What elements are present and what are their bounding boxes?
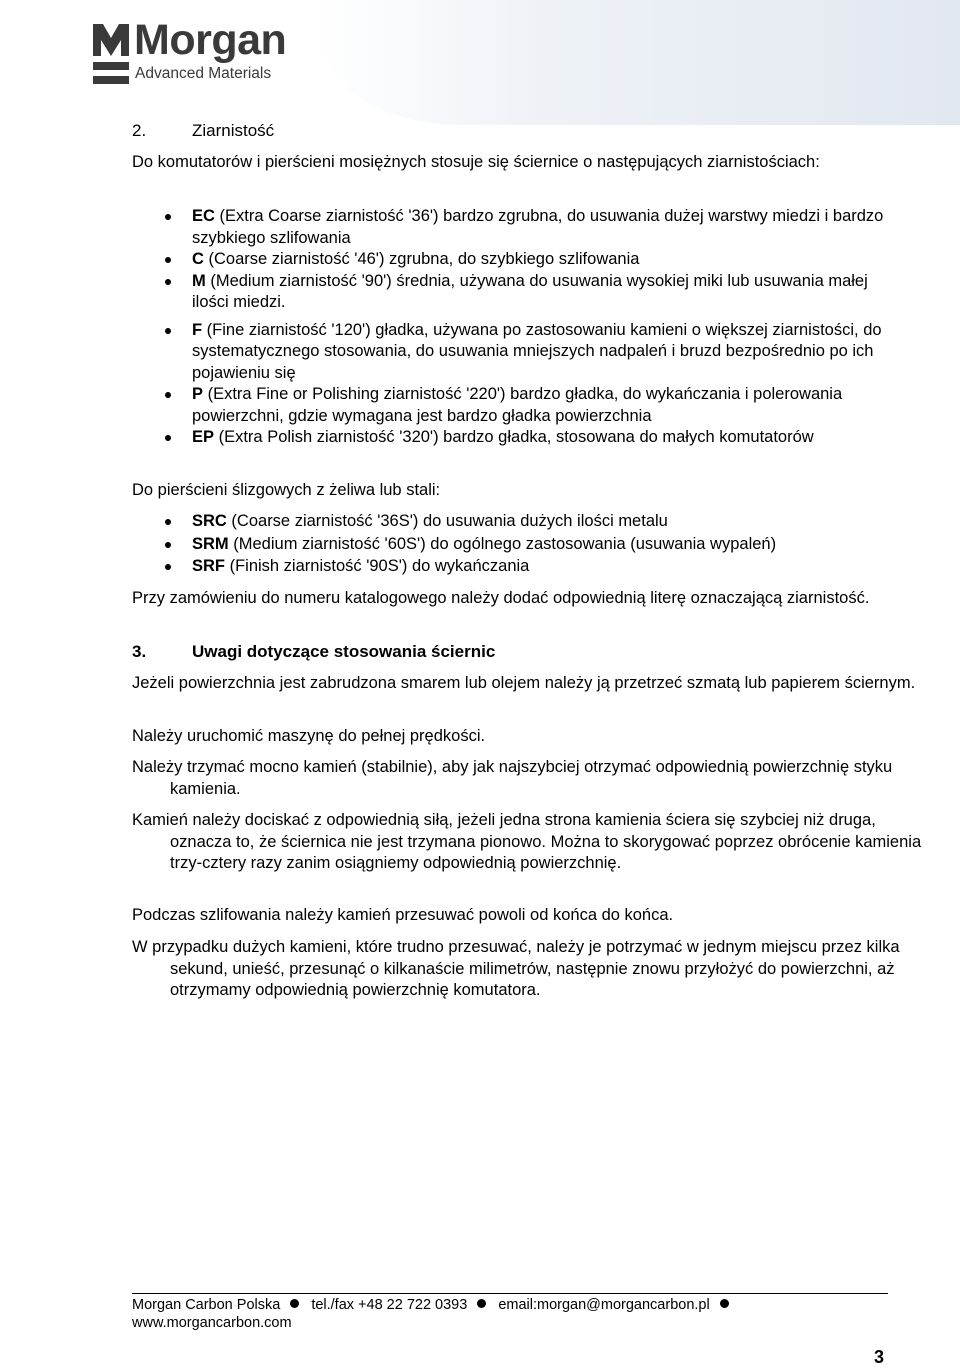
list-item: M (Medium ziarnistość '90') średnia, używana do usuwania wysokiej miki lub usuwania małej ilości miedzi. xyxy=(132,271,892,314)
order-note: Przy zamówieniu do numeru katalogowego należy dodać odpowiednią literę oznaczającą ziarnistość. xyxy=(132,589,870,607)
logo-wordmark: Morgan xyxy=(134,16,287,64)
list-item: SRF (Finish ziarnistość '90S') do wykańczania xyxy=(132,556,892,578)
list-item: C (Coarse ziarnistość '46') zgrubna, do szybkiego szlifowania xyxy=(132,249,892,271)
slip-ring-grit-list xyxy=(132,511,892,578)
list-item: SRM (Medium ziarnistość '60S') do ogólnego zastosowania (usuwania wypaleń) xyxy=(132,534,892,556)
footer-contact-line xyxy=(132,1296,741,1314)
footer-phone: tel./fax +48 22 722 0393 xyxy=(311,1297,468,1313)
section-3-heading xyxy=(132,641,892,663)
bullet-icon xyxy=(165,435,171,441)
bullet-icon xyxy=(165,257,171,263)
section-number: 2. xyxy=(132,121,147,140)
bullet-icon xyxy=(165,392,171,398)
commutator-grit-list xyxy=(132,206,892,449)
list-item: P (Extra Fine or Polishing ziarnistość '220') bardzo gładka, do wykańczania i polerowania powierzchni, gdzie wymagana jest bardzo gładka powierzchnia xyxy=(132,384,892,427)
bullet-icon xyxy=(165,328,171,334)
paragraph: W przypadku dużych kamieni, które trudno przesuwać, należy je potrzymać w jednym miejscu przez kilka sekund, unieść, przesunąć o kilkanaście milimetrów, następnie znowu przyłożyć do powierzchni, aż otrzymamy odpowiednią powierzchnię komutatora. xyxy=(132,938,900,999)
footer-email[interactable]: email:morgan@morgancarbon.pl xyxy=(498,1297,710,1313)
separator-dot-icon xyxy=(290,1299,299,1308)
header-background-shade xyxy=(320,0,960,125)
paragraph: Podczas szlifowania należy kamień przesuwać powoli od końca do końca. xyxy=(132,906,674,924)
bullet-icon xyxy=(165,542,171,548)
section-title: Ziarnistość xyxy=(192,121,275,140)
separator-dot-icon xyxy=(477,1299,486,1308)
paragraph: Kamień należy dociskać z odpowiednią siłą, jeżeli jedna strona kamienia ściera się szybciej niż druga, oznacza to, że ściernica nie jest trzymana pionowo. Można to skorygować poprzez obrócenie kamienia trzy-cztery razy zanim osiągniemy odpowiednią powierzchnię. xyxy=(132,811,922,872)
bullet-icon xyxy=(165,214,171,220)
list-item: SRC (Coarse ziarnistość '36S') do usuwania dużych ilości metalu xyxy=(132,511,892,533)
bullet-icon xyxy=(165,564,171,570)
list-item: F (Fine ziarnistość '120') gładka, używana po zastosowaniu kamieni o większej ziarnistości, do systematycznego stosowania, do usuwania mniejszych nadpaleń i bruzd bezpośrednio po ich pojawieniu się xyxy=(132,320,892,385)
company-logo xyxy=(90,16,330,94)
footer-website[interactable]: www.morgancarbon.com xyxy=(132,1315,292,1331)
paragraph: Jeżeli powierzchnia jest zabrudzona smarem lub olejem należy ją przetrzeć szmatą lub papierem ściernym. xyxy=(132,674,916,692)
section-2-intro: Do komutatorów i pierścieni mosiężnych stosuje się ściernice o następujących ziarnistościach: xyxy=(132,153,820,171)
footer-divider xyxy=(132,1293,888,1294)
slip-rings-intro: Do pierścieni ślizgowych z żeliwa lub stali: xyxy=(132,481,441,499)
list-item: EC (Extra Coarse ziarnistość '36') bardzo zgrubna, do usuwania dużej warstwy miedzi i bardzo szybkiego szlifowania xyxy=(132,206,892,249)
footer xyxy=(132,1296,741,1332)
section-number: 3. xyxy=(132,642,147,661)
section-2-heading xyxy=(132,120,892,142)
logo-tagline: Advanced Materials xyxy=(135,65,272,82)
bullet-icon xyxy=(165,279,171,285)
footer-company: Morgan Carbon Polska xyxy=(132,1297,281,1313)
morgan-logo-mark-icon xyxy=(90,22,132,92)
bullet-icon xyxy=(165,519,171,525)
section-title: Uwagi dotyczące stosowania ściernic xyxy=(192,642,496,661)
page-number: 3 xyxy=(874,1347,885,1367)
separator-dot-icon xyxy=(720,1299,729,1308)
list-item: EP (Extra Polish ziarnistość '320') bardzo gładka, stosowana do małych komutatorów xyxy=(132,427,892,449)
paragraph: Należy uruchomić maszynę do pełnej prędkości. xyxy=(132,727,486,745)
paragraph: Należy trzymać mocno kamień (stabilnie), aby jak najszybciej otrzymać odpowiednią powierzchnię styku kamienia. xyxy=(132,758,893,798)
